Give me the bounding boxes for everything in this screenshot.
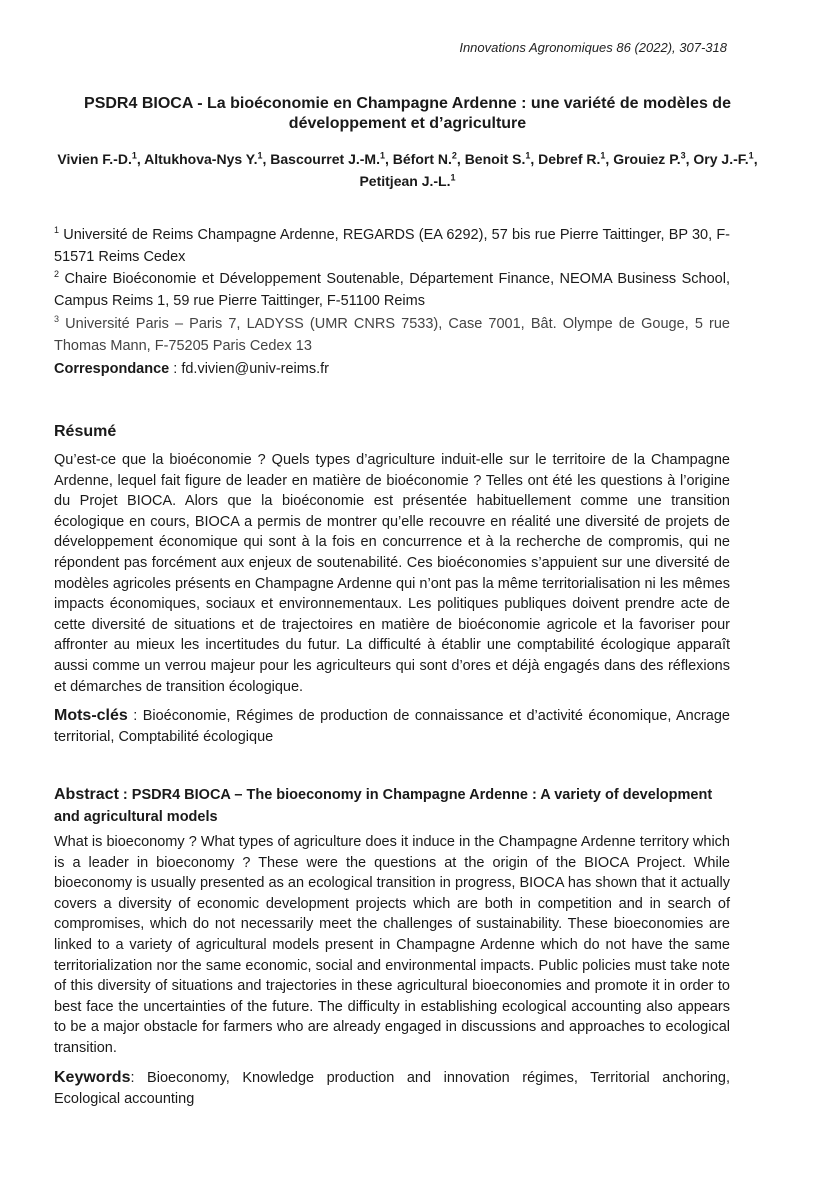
resume-heading: Résumé <box>54 423 117 440</box>
affiliation-number: 3 <box>54 314 60 325</box>
affiliation-2 <box>54 268 730 312</box>
author-name-text: Bascourret J.-M. <box>270 151 380 167</box>
author-name <box>359 173 455 189</box>
abstract-label: Abstract <box>54 786 119 803</box>
author-affiliation-number: 1 <box>131 150 137 161</box>
affiliation-text: Université Paris – Paris 7, LADYSS (UMR CNRS 7533), Case 7001, Bât. Olympe de Gouge, 5 rue Thomas Mann, F-75205 Paris Cedex 13 <box>54 316 730 354</box>
correspondence-label: Correspondance <box>54 361 170 377</box>
paper-title: PSDR4 BIOCA - La bioéconomie en Champagne Ardenne : une variété de modèles de développement et d’agriculture <box>84 95 731 132</box>
keywords-label: Mots-clés <box>54 707 128 724</box>
author-affiliation-number: 1 <box>257 150 263 161</box>
author-name-text: Ory J.-F. <box>693 151 749 167</box>
affiliation-number: 1 <box>54 225 60 236</box>
author-affiliation-number: 1 <box>748 150 754 161</box>
affiliation-number: 2 <box>54 269 60 280</box>
abstract-keywords <box>54 1068 730 1109</box>
author-name <box>144 151 262 167</box>
author-affiliation-number: 2 <box>451 150 457 161</box>
author-name <box>270 151 385 167</box>
correspondence-separator: : <box>169 361 182 377</box>
affiliation-text: Chaire Bioéconomie et Développement Soutenable, Département Finance, NEOMA Business School, Campus Reims 1, 59 rue Pierre Taittinger, F-51100 Reims <box>54 271 730 309</box>
keywords-text: Bioéconomie, Régimes de production de connaissance et d’activité économique, Ancrage territorial, Comptabilité écologique <box>54 708 730 745</box>
abstract-separator: : <box>118 787 132 803</box>
author-affiliation-number: 1 <box>525 150 531 161</box>
resume-text: Qu’est-ce que la bioéconomie ? Quels types d’agriculture induit-elle sur le territoire de la Champagne Ardenne, lequel fait figure de leader en matière de bioéconomie ? Telles ont été les questions à l’origine du Projet BIOCA. Alors que la bioéconomie est présentée habituellement comme une transition écologique en cours, BIOCA a permis de montrer qu’elle recouvre en réalité une diversité de projets de développement économique qui sont à la fois en concurrence et à la recherche de compromis, qui ne répondent pas forcément aux enjeux de soutenabilité. Ces bioéconomies s’appuient sur une diversité de modèles agricoles présents en Champagne Ardenne qui n’ont pas la même territorialisation ni les mêmes impacts économiques, sociaux et environnementaux. Les politiques publiques doivent prendre acte de cette diversité de situations et de trajectoires en matière de bioéconomie agricole et la favoriser pour affronter au mieux les incertitudes du futur. La difficulté à établir une comptabilité écologique apparaît aussi comme un verrou majeur pour les agriculteurs qui sont d’ores et déjà engagés dans des réflexions et démarches de transition écologique. <box>54 452 730 695</box>
correspondence <box>54 361 329 377</box>
author-affiliation-number: 1 <box>379 150 385 161</box>
author-name-text: Béfort N. <box>392 151 452 167</box>
keywords-text: Bioeconomy, Knowledge production and innovation régimes, Territorial anchoring, Ecological accounting <box>54 1070 730 1107</box>
author-name-text: Vivien F.-D. <box>57 151 132 167</box>
author-name-text: Benoit S. <box>464 151 526 167</box>
keywords-label: Keywords <box>54 1069 131 1086</box>
author-list: Vivien F.-D.$^1$, Altukhova-Nys Y.$^1$, Bascourret J.-M.$^1$, Béfort N.$^2$, Benoit S.$^1$, Debref R.$^1$, Grouiez P.$^3$, Ory J.-F.$^1$, Petitjean J.-L.$^1$ <box>57 150 758 189</box>
keywords-separator: : <box>130 1070 148 1086</box>
author-name-text: Debref R. <box>538 151 601 167</box>
author-name <box>57 151 136 167</box>
journal-citation: Innovations Agronomiques 86 (2022), 307-318 <box>459 40 727 55</box>
keywords-separator: : <box>127 708 143 724</box>
author-name <box>393 151 457 167</box>
author-name <box>613 151 685 167</box>
author-name <box>465 151 531 167</box>
author-name-text: Petitjean J.-L. <box>359 173 451 189</box>
author-affiliation-number: 3 <box>680 150 686 161</box>
author-name-text: Altukhova-Nys Y. <box>144 151 258 167</box>
author-affiliation-number: 1 <box>600 150 606 161</box>
author-name <box>693 151 753 167</box>
affiliation-text: Université de Reims Champagne Ardenne, REGARDS (EA 6292), 57 bis rue Pierre Taittinger, BP 30, F-51571 Reims Cedex <box>54 227 731 265</box>
author-name <box>538 151 605 167</box>
affiliation-1 <box>54 224 730 268</box>
abstract-title: PSDR4 BIOCA – The bioeconomy in Champagne Ardenne : A variety of development and agricultural models <box>54 787 713 825</box>
abstract-text: What is bioeconomy ? What types of agriculture does it induce in the Champagne Ardenne territory which is a leader in bioeconomy ? These were the questions at the origin of the BIOCA Project. While bioeconomy is usually presented as an ecological transition in progress, BIOCA has shown that it actually covers a diversity of economic development projects which are both in competition and in search of compromises, which do not necessarily meet the challenges of sustainability. These bioeconomies are linked to a variety of agricultural models present in Champagne Ardenne which do not have the same territorialization nor the same economic, social and environmental impacts. Public policies must take note of this diversity of situations and trajectories in these agricultural bioeconomies and promote it in order to best face the uncertainties of the future. The difficulty in establishing ecological accounting also appears to be a major obstacle for farmers who are already engaged in discussions and approaches to ecological transition. <box>54 834 730 1056</box>
correspondence-email[interactable]: fd.vivien@univ-reims.fr <box>181 361 329 377</box>
abstract-heading <box>54 784 734 828</box>
author-name-text: Grouiez P. <box>613 151 681 167</box>
author-affiliation-number: 1 <box>450 172 456 183</box>
affiliation-3 <box>54 313 730 357</box>
resume-keywords <box>54 706 730 747</box>
